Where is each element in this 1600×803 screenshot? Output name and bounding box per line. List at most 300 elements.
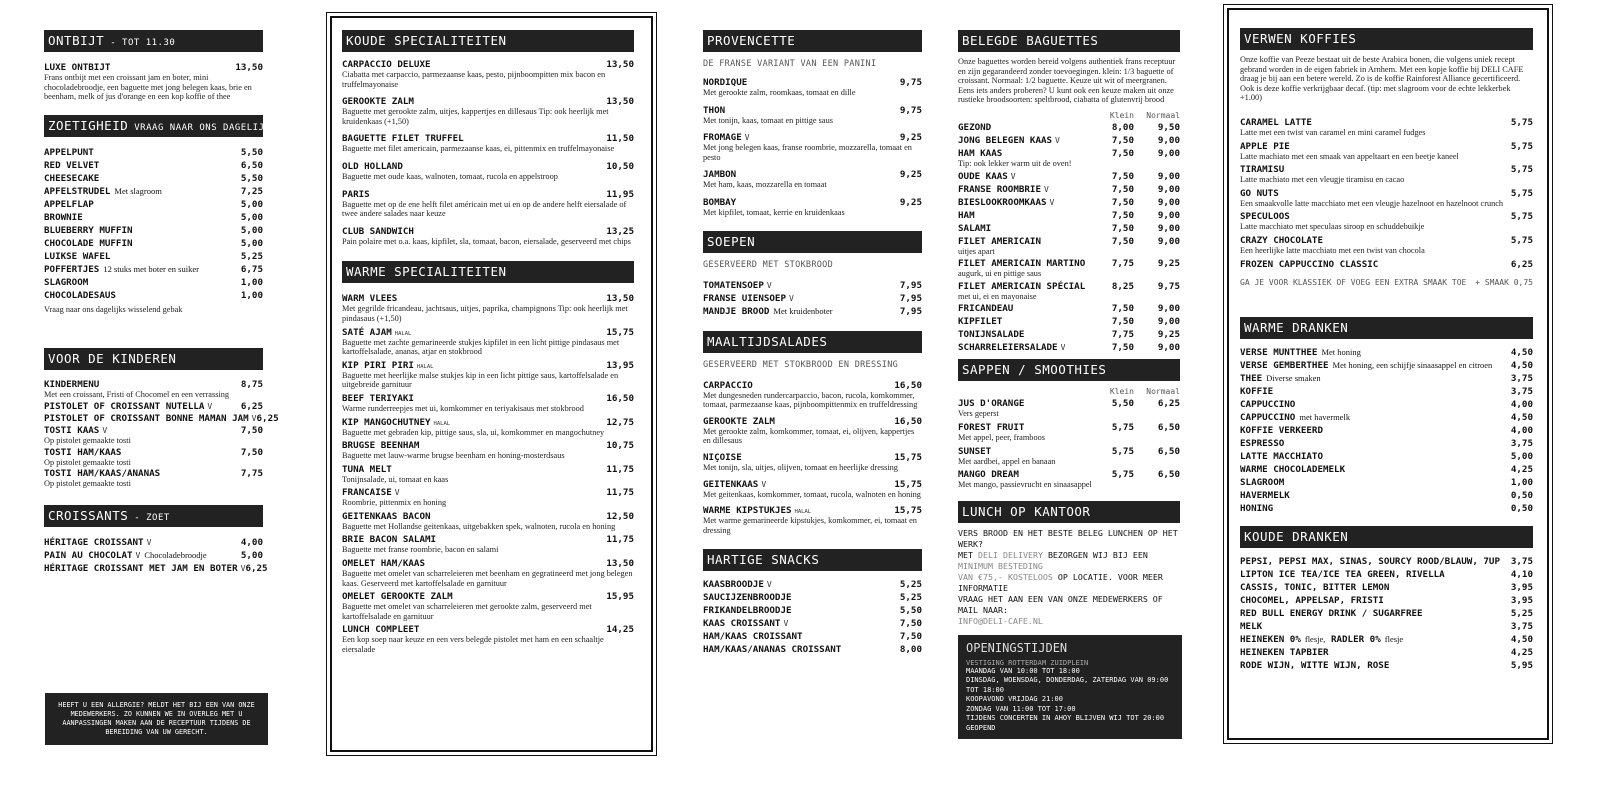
price: 5,75 [1510, 187, 1533, 199]
menu-item-name [1240, 141, 1290, 152]
menu-item-description: met ui, ei en mayonaise [958, 291, 1037, 301]
price: 5,00 [240, 549, 263, 561]
section-title: WARME DRANKEN [1244, 319, 1349, 335]
price-normal: 9,00 [1157, 196, 1180, 208]
menu-item-row [703, 77, 922, 88]
menu-item-row [1240, 412, 1533, 423]
menu-item [342, 393, 634, 414]
item-name-text: KIPFILET [958, 316, 1003, 328]
menu-item-name [1240, 386, 1273, 397]
price: 11,75 [606, 487, 634, 499]
menu-item [1240, 451, 1533, 462]
price-small: 7,50 [1111, 222, 1134, 234]
menu-item-name [44, 147, 94, 158]
menu-item-name [44, 212, 83, 223]
menu-item-price [900, 631, 922, 642]
menu-item [342, 96, 634, 126]
menu-item-name [958, 236, 1041, 247]
menu-item [1240, 582, 1533, 593]
item-name-text: APPLE PIE [1240, 140, 1290, 152]
spacer [44, 137, 263, 145]
menu-item-name [44, 447, 121, 458]
lunch-highlight: DELI DELIVERY [978, 549, 1043, 560]
price: 5,75 [1510, 116, 1533, 128]
item-name-text: APPELPUNT [44, 146, 94, 158]
menu-item [1240, 438, 1533, 449]
menu-item-price [1511, 412, 1533, 423]
menu-item-row [44, 147, 263, 158]
item-name-text: WARME CHOCOLADEMELK [1240, 463, 1346, 475]
vegetarian-icon: V [240, 563, 246, 573]
menu-item-price [241, 186, 263, 197]
menu-item-name [44, 468, 160, 479]
menu-item-description: Met gerookte zalm, roomkaas, tomaat en dille [703, 88, 856, 97]
menu-item-name [703, 644, 841, 655]
item-extra: Met slagroom [114, 185, 162, 196]
section-header [1240, 317, 1533, 339]
item-name-text: HEINEKEN 0% [1240, 633, 1301, 645]
menu-item-row [1240, 608, 1533, 619]
menu-item [44, 62, 263, 102]
menu-item-name [1240, 477, 1284, 488]
price: 11,95 [606, 188, 634, 200]
item-name-text: VERSE MUNTTHEE [1240, 346, 1318, 358]
menu-item [1240, 412, 1533, 423]
price-normal: 9,25 [1157, 329, 1180, 341]
extra-price: + SMAAK 0,75 [1475, 277, 1533, 287]
menu-item [44, 537, 263, 548]
menu-item-name [703, 605, 792, 616]
item-name-text: NIÇOISE [703, 451, 742, 463]
menu-item [1240, 556, 1533, 567]
menu-item-price [1511, 582, 1533, 593]
menu-item-price [241, 550, 263, 561]
menu-item [1240, 386, 1533, 397]
menu-item-name [703, 618, 788, 629]
price: 7,95 [899, 305, 922, 317]
menu-item-row [342, 133, 634, 144]
menu-item-price [1088, 446, 1180, 457]
section-footnote: Vraag naar ons dagelijks wisselend gebak [44, 304, 183, 314]
price: 6,50 [240, 159, 263, 171]
menu-item-price [606, 487, 634, 498]
menu-item-name [44, 238, 133, 249]
menu-item-price [606, 293, 634, 304]
menu-item-description: Met aardbei, appel en banaan [958, 456, 1056, 466]
menu-item [703, 169, 922, 190]
menu-item-price [241, 290, 263, 301]
price-small: 7,75 [1111, 329, 1134, 341]
vegetarian-icon: V [102, 425, 108, 435]
menu-item-row [958, 223, 1180, 234]
menu-item-name [958, 148, 1002, 159]
spacer [44, 527, 263, 535]
menu-item-price [606, 511, 634, 522]
menu-item [342, 417, 634, 438]
menu-item-row [958, 469, 1180, 480]
item-name-text: CRAZY CHOCOLATE [1240, 234, 1323, 246]
item-name-text: JONG BELEGEN KAAS [958, 134, 1053, 146]
menu-item-name [342, 558, 425, 569]
menu-item-price [900, 197, 922, 208]
menu-item-row [342, 360, 634, 371]
price: 16,50 [606, 392, 634, 404]
item-name-text: FRANSE ROOMBRIE [958, 183, 1041, 195]
menu-item-row [44, 412, 279, 424]
menu-item-row [958, 446, 1180, 457]
menu-item [1240, 569, 1533, 580]
price-small: 5,75 [1111, 445, 1134, 457]
menu-item-name [44, 264, 199, 275]
item-name-text: TONIJNSALADE [958, 329, 1025, 341]
opening-title: OPENINGSTIJDEN [966, 640, 1068, 655]
menu-item-name [342, 511, 431, 522]
halal-icon: HALAL [433, 420, 451, 427]
price: 5,00 [240, 211, 263, 223]
menu-item-price [241, 379, 263, 390]
menu-item-name [1240, 188, 1279, 199]
menu-item-name [958, 258, 1085, 269]
menu-item-price [1511, 188, 1533, 199]
menu-item-price [241, 277, 263, 288]
menu-item-row [44, 401, 263, 412]
menu-item-row [1240, 477, 1533, 488]
menu-item [44, 212, 263, 223]
price-header-small: Klein [1109, 387, 1134, 397]
menu-item-description: Baguette met zachte gemarineerde stukjes kipfilet in een licht pittige pindasaus met kartoffelsalade, ananas, atjar en stokbrood [342, 337, 620, 357]
price: 5,25 [240, 250, 263, 262]
price: 4,25 [1510, 463, 1533, 475]
item-name-text: HAM/KAAS/ANANAS CROISSANT [703, 644, 842, 656]
menu-item-description: Baguette met omelet van scharreleieren met beenham en gegratineerd met jong belegen kaas. Geserveerd met kartoffelsalade en garnituur [342, 569, 633, 588]
price: 3,75 [1510, 372, 1533, 384]
menu-item [44, 468, 263, 489]
menu-item-row [703, 416, 922, 427]
vegetarian-icon: V [766, 280, 772, 290]
menu-item-row [1240, 373, 1533, 384]
item-name-text: NORDIQUE [703, 77, 748, 88]
menu-item-row [44, 212, 263, 223]
price: 7,95 [899, 292, 922, 304]
menu-item-row [1240, 464, 1533, 475]
menu-item-description: Latte machiato met een smaak van appeltaart en een beetje kaneel [1240, 151, 1459, 161]
menu-item-price [1511, 373, 1533, 384]
item-name-text: HAM KAAS [958, 147, 1003, 159]
price-normal: 9,00 [1157, 235, 1180, 247]
price: 14,25 [606, 624, 634, 636]
price-normal: 6,50 [1157, 421, 1180, 433]
menu-item-price [1511, 141, 1533, 152]
menu-item-row [44, 425, 263, 436]
spacer [1240, 103, 1533, 115]
item-name-text: SPECULOOS [1240, 211, 1290, 223]
menu-item [958, 342, 1180, 353]
menu-item-name [703, 416, 775, 427]
price: 1,00 [240, 276, 263, 288]
menu-item [1240, 399, 1533, 410]
menu-item-price [1088, 258, 1180, 269]
menu-item-price [1088, 210, 1180, 221]
spacer [342, 253, 634, 261]
price: 8,00 [899, 644, 922, 656]
price: 5,00 [240, 237, 263, 249]
menu-item-row [703, 105, 922, 116]
menu-item-name [342, 360, 433, 371]
price-normal: 9,00 [1157, 209, 1180, 221]
menu-item-name [958, 446, 991, 457]
menu-item [342, 133, 634, 154]
menu-item-name [958, 329, 1024, 340]
menu-item-price [1088, 135, 1180, 146]
item-name-text: GEITENKAAS BACON [342, 510, 431, 522]
menu-item-name [1240, 347, 1361, 358]
menu-item-name [958, 469, 1019, 480]
menu-item [44, 225, 263, 236]
item-extra: 12 stuks met boter en suiker [103, 263, 199, 274]
lunch-line: VRAAG HET AAN EEN VAN ONZE MEDEWERKERS OF MAIL NAAR: [958, 593, 1163, 615]
menu-item-price [900, 280, 922, 291]
section-subtitle: GESERVEERD MET STOKBROOD [703, 259, 834, 270]
menu-item-description: Op pistolet gemaakte tosti [44, 457, 131, 467]
spacer [44, 370, 263, 378]
section-title: VERWEN KOFFIES [1244, 31, 1357, 46]
item-name-text: MELK [1240, 620, 1263, 632]
menu-item-description: Baguette met omelet van scharreleieren met gerookte zalm, geserveerd met kartoffelsalade en garnituur [342, 602, 592, 621]
section-title: KOUDE DRANKEN [1244, 528, 1349, 544]
section-header [703, 231, 922, 253]
menu-item-name [342, 226, 414, 237]
price-small: 7,50 [1111, 303, 1134, 315]
price-normal: 9,50 [1157, 121, 1180, 133]
menu-item-name [958, 316, 1002, 327]
menu-item-price [1088, 236, 1180, 247]
section-header [44, 505, 263, 527]
menu-item [703, 293, 922, 304]
price: 15,95 [606, 591, 634, 603]
menu-item [703, 631, 922, 642]
menu-item-description: Baguette met Hollandse geitenkaas, uitgebakken spek, walnoten, rucola en honing [342, 521, 616, 531]
section-header [44, 348, 263, 370]
menu-item-description: Baguette met op de ene helft filet américain met ui en op de andere helft eiersalade of twee andere salades naar keuze [342, 199, 627, 219]
menu-item-name [44, 537, 151, 548]
menu-item [703, 479, 922, 500]
menu-item-price [1088, 184, 1180, 195]
menu-item-description: Op pistolet gemaakte tosti [44, 435, 131, 445]
menu-item-row [958, 236, 1180, 247]
menu-item-row [44, 277, 263, 288]
menu-item-price [900, 644, 922, 655]
menu-item-name [703, 132, 750, 143]
price-small: 5,75 [1111, 421, 1134, 433]
menu-item [342, 558, 634, 588]
menu-item [44, 173, 263, 184]
spacer [342, 52, 634, 57]
menu-item-price [606, 360, 634, 371]
price-normal: 9,00 [1157, 134, 1180, 146]
menu-item-row [1240, 595, 1533, 606]
menu-item [342, 189, 634, 219]
menu-item [44, 277, 263, 288]
menu-item-row [44, 379, 263, 390]
price: 5,75 [1510, 164, 1533, 176]
item-name-text: OUDE KAAS [958, 170, 1008, 182]
menu-item-row [1240, 660, 1533, 671]
menu-item-row [1240, 399, 1533, 410]
item-name-text: LUXE ONTBIJT [44, 62, 111, 73]
menu-item-row [44, 62, 263, 73]
menu-item-row [1240, 569, 1533, 580]
menu-item-name [1240, 595, 1384, 606]
menu-item-row [342, 464, 634, 475]
menu-item-row [1240, 582, 1533, 593]
menu-item-name [44, 251, 110, 262]
item-name-text: HÉRITAGE CROISSANT [44, 536, 144, 548]
price: 6,25 [256, 412, 279, 424]
menu-item-name [44, 379, 99, 390]
menu-item-row [44, 251, 263, 262]
item-name-text: LATTE MACCHIATO [1240, 450, 1323, 462]
section-header [703, 331, 922, 353]
opening-line: TIJDENS CONCERTEN IN AHOY BLIJVEN WIJ TOT 20:00 GEOPEND [966, 714, 1165, 732]
menu-item-description: Met warme gemarineerde kipstukjes, komkommer, ei, tomaat en dressing [703, 516, 917, 535]
halal-icon: HALAL [416, 363, 434, 370]
item-name-text: SAUCIJZENBROODJE [703, 592, 792, 604]
menu-item-price [1511, 360, 1533, 371]
menu-item-name [44, 401, 212, 412]
price: 7,75 [240, 468, 263, 480]
menu-item-row [1240, 621, 1533, 632]
item-name-text: CARPACCIO DELUXE [342, 59, 431, 70]
menu-item [703, 280, 922, 291]
price: 7,50 [240, 446, 263, 458]
menu-item-price [241, 212, 263, 223]
menu-item-price [1511, 634, 1533, 645]
item-extra: Met honing, een schijfje sinaasappel en citroen [1332, 359, 1493, 370]
menu-item-name [44, 563, 245, 574]
menu-item [958, 422, 1180, 443]
item-extra: Chocoladebroodje [144, 549, 207, 560]
menu-item [1240, 647, 1533, 658]
price: 4,00 [1510, 398, 1533, 410]
menu-item-price [241, 537, 263, 548]
price: 1,00 [240, 289, 263, 301]
menu-item-name [342, 464, 392, 475]
price: 5,75 [1510, 211, 1533, 223]
menu-item-row [342, 558, 634, 569]
item-name-text: KIP MANGOCHUTNEY [342, 416, 431, 428]
menu-item-row [1240, 556, 1533, 567]
section-title: ONTBIJT [48, 33, 105, 48]
section-title: MAALTIJDSALADES [707, 333, 828, 349]
price: 5,00 [240, 224, 263, 236]
menu-item [44, 412, 279, 424]
opening-line: MAANDAG VAN 10:00 TOT 18:00 [966, 666, 1080, 675]
item-extra: Diverse smaken [1266, 372, 1321, 383]
menu-item-name [342, 487, 400, 498]
menu-item-name [342, 293, 397, 304]
menu-item-name [1240, 373, 1321, 384]
menu-item-name [342, 534, 436, 545]
price: 4,00 [240, 536, 263, 548]
menu-item-price [894, 380, 922, 391]
item-name-text: BRIE BACON SALAMI [342, 534, 437, 546]
menu-item [342, 360, 634, 390]
menu-item [703, 197, 922, 218]
spacer [44, 489, 263, 505]
menu-item-name [1240, 503, 1273, 514]
menu-item-name [1240, 621, 1262, 632]
section-title: BELEGDE BAGUETTES [962, 33, 1099, 48]
price: 4,50 [1510, 346, 1533, 358]
menu-item-price [1511, 569, 1533, 580]
menu-item-row [44, 537, 263, 548]
item-name-text: CASSIS, TONIC, BITTER LEMON [1240, 581, 1390, 593]
item-extra: flesje, [1304, 633, 1326, 644]
menu-item-row [703, 452, 922, 463]
item-name-text: FILET AMERICAIN SPÉCIAL [958, 280, 1086, 292]
menu-item-name [342, 189, 370, 200]
menu-item-row [342, 624, 634, 635]
email-link[interactable]: INFO@DELI-CAFE.NL [958, 615, 1043, 626]
menu-item-description: Een smaakvolle latte macchiato met een vleugje hazelnoot en hazelnoot crunch [1240, 198, 1504, 208]
item-name-text: HAVERMELK [1240, 489, 1290, 501]
item-name-text: FRIKANDELBROODJE [703, 605, 792, 617]
menu-item-price [894, 416, 922, 427]
price: 7,95 [899, 279, 922, 291]
item-name-text: LUNCH COMPLEET [342, 624, 420, 636]
section-title: WARME SPECIALITEITEN [346, 264, 507, 280]
section-header [1240, 28, 1533, 50]
menu-item-row [703, 197, 922, 208]
price-normal: 9,00 [1157, 170, 1180, 182]
item-name-text: GEROOKTE ZALM [342, 96, 414, 108]
spacer [703, 541, 922, 549]
menu-item-row [958, 281, 1180, 292]
price-normal: 6,25 [1157, 398, 1180, 410]
section-title: CROISSANTS [48, 507, 129, 523]
menu-item-price [1511, 451, 1533, 462]
price: 4,25 [1510, 646, 1533, 658]
item-name-text: JUS D'ORANGE [958, 398, 1025, 410]
price: 7,50 [240, 424, 263, 436]
menu-item-price [1511, 235, 1533, 246]
menu-item-name [703, 452, 742, 463]
menu-item-name [703, 77, 747, 88]
menu-item-row [1240, 438, 1533, 449]
menu-item-description: Met kipfilet, tomaat, kerrie en kruidenkaas [703, 207, 845, 217]
menu-item-name [703, 579, 772, 590]
menu-item-price [257, 413, 279, 424]
menu-item-price [900, 618, 922, 629]
menu-item-row [703, 618, 922, 629]
item-name-text: HAM/KAAS CROISSANT [703, 631, 803, 643]
item-name-text: ESPRESSO [1240, 437, 1285, 449]
menu-item-name [1240, 438, 1284, 449]
menu-item [44, 290, 263, 301]
menu-item-price [1511, 660, 1533, 671]
menu-item-name [703, 169, 736, 180]
menu-item-description: Baguette met heerlijke malse stukjes kip in een licht pittige saus, kartoffelsalade en uitgebreide garnituur [342, 370, 619, 390]
menu-item-description: Baguette met gebraden kip, pittige saus, sla, ui, komkommer en mangochutney [342, 427, 605, 437]
menu-item-row [342, 327, 634, 338]
price: 15,75 [894, 451, 922, 463]
menu-item-price [1088, 398, 1180, 409]
menu-item-row [342, 189, 634, 200]
menu-item-description: Met appel, peer, framboos [958, 432, 1045, 442]
menu-item-name [1240, 259, 1378, 270]
menu-item-row [958, 210, 1180, 221]
price-small: 7,50 [1111, 235, 1134, 247]
